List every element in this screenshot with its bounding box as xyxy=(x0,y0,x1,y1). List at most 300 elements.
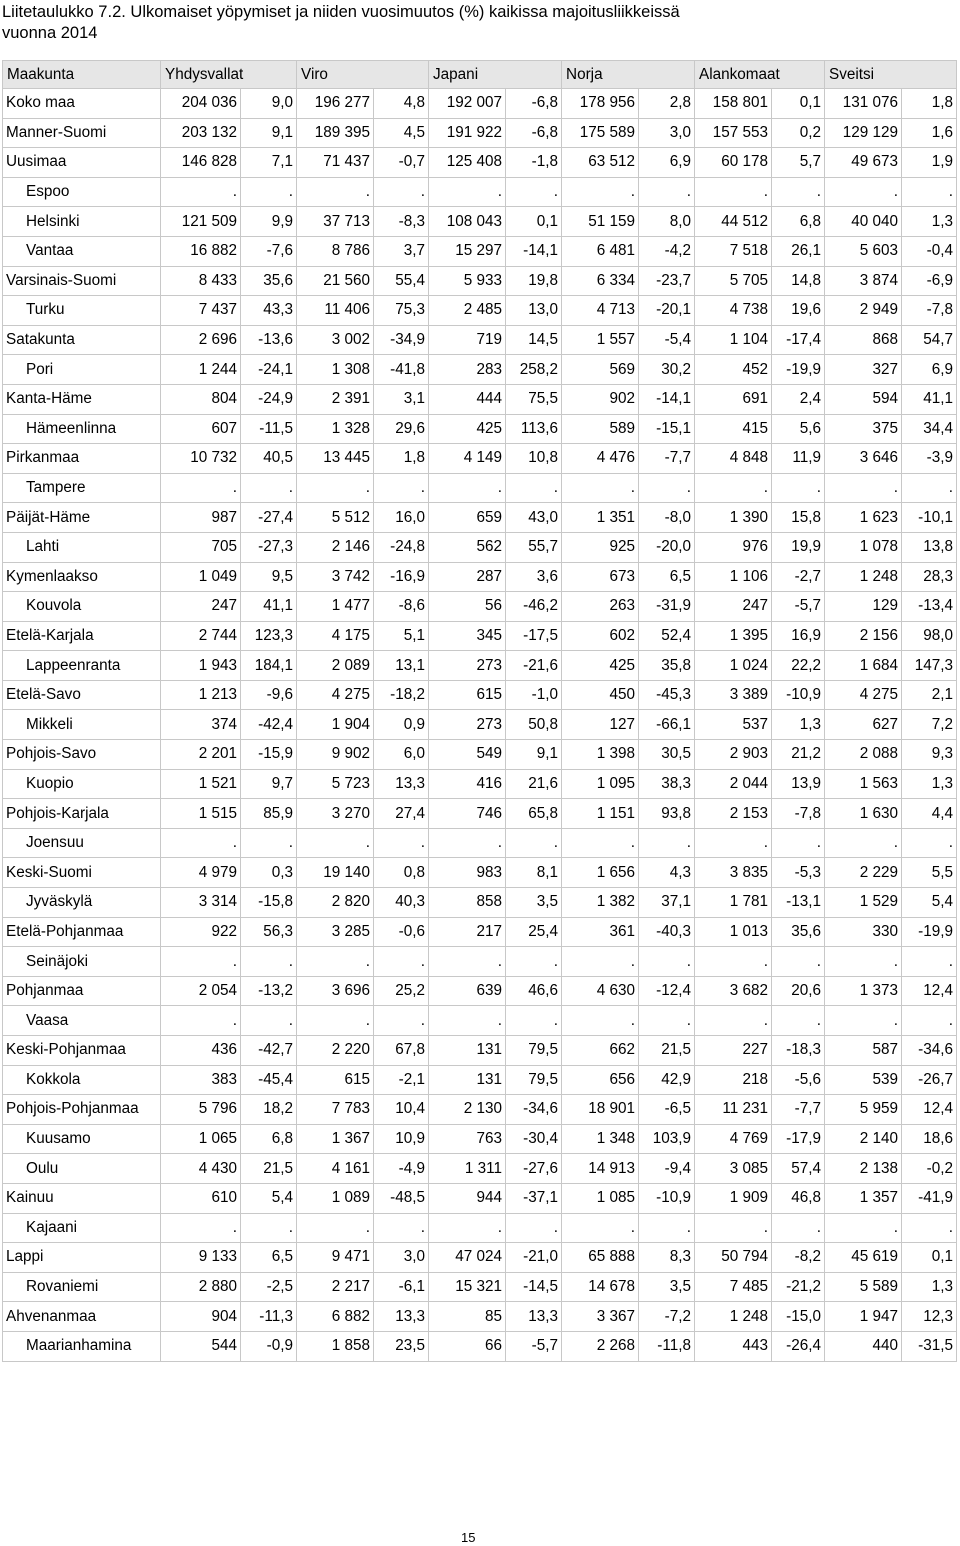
change-percent-cell: -19,9 xyxy=(902,917,957,947)
nights-cell: 705 xyxy=(161,532,241,562)
change-percent-cell: 13,0 xyxy=(506,296,562,326)
nights-cell: 1 357 xyxy=(825,1183,902,1213)
change-percent-cell: 41,1 xyxy=(241,592,297,622)
nights-cell: 1 515 xyxy=(161,799,241,829)
nights-cell: 1 623 xyxy=(825,503,902,533)
nights-cell: . xyxy=(562,177,639,207)
nights-cell: 45 619 xyxy=(825,1243,902,1273)
page-title xyxy=(2,2,942,44)
nights-cell: . xyxy=(161,177,241,207)
table-row xyxy=(3,947,957,977)
title-line-1: Liitetaulukko 7.2. Ulkomaiset yöpymiset ja niiden vuosimuutos (%) kaikissa majoitusliikkeissä xyxy=(2,3,680,21)
change-percent-cell: 6,8 xyxy=(241,1124,297,1154)
nights-cell: 157 553 xyxy=(695,118,772,148)
nights-cell: 63 512 xyxy=(562,148,639,178)
change-percent-cell: 23,5 xyxy=(374,1331,429,1361)
nights-cell: 1 013 xyxy=(695,917,772,947)
change-percent-cell: . xyxy=(772,177,825,207)
nights-cell: 7 783 xyxy=(297,1095,374,1125)
nights-cell: 2 820 xyxy=(297,888,374,918)
nights-cell: 19 140 xyxy=(297,858,374,888)
table-row xyxy=(3,266,957,296)
table-row xyxy=(3,1331,957,1361)
nights-cell: 562 xyxy=(429,532,506,562)
nights-cell: 10 732 xyxy=(161,444,241,474)
change-percent-cell: 42,9 xyxy=(639,1065,695,1095)
table-row xyxy=(3,1006,957,1036)
table-row xyxy=(3,473,957,503)
nights-cell: 858 xyxy=(429,888,506,918)
nights-cell: 15 297 xyxy=(429,236,506,266)
nights-cell: 2 089 xyxy=(297,651,374,681)
nights-cell: 804 xyxy=(161,384,241,414)
table-row xyxy=(3,207,957,237)
region-name: Kanta-Häme xyxy=(3,384,161,414)
change-percent-cell: 9,9 xyxy=(241,207,297,237)
nights-cell: 2 138 xyxy=(825,1154,902,1184)
change-percent-cell: 79,5 xyxy=(506,1065,562,1095)
change-percent-cell: 6,9 xyxy=(639,148,695,178)
nights-cell: 131 076 xyxy=(825,89,902,119)
change-percent-cell: -20,0 xyxy=(639,532,695,562)
nights-cell: 9 902 xyxy=(297,740,374,770)
page-number: 15 xyxy=(461,1530,476,1545)
nights-cell: 1 781 xyxy=(695,888,772,918)
change-percent-cell: 19,9 xyxy=(772,532,825,562)
change-percent-cell: 5,1 xyxy=(374,621,429,651)
change-percent-cell: -21,0 xyxy=(506,1243,562,1273)
nights-cell: 425 xyxy=(562,651,639,681)
nights-cell: 659 xyxy=(429,503,506,533)
header-region: Maakunta xyxy=(3,61,161,89)
change-percent-cell: -4,2 xyxy=(639,236,695,266)
change-percent-cell: -15,0 xyxy=(772,1302,825,1332)
nights-cell: 549 xyxy=(429,740,506,770)
change-percent-cell: -23,7 xyxy=(639,266,695,296)
change-percent-cell: -2,1 xyxy=(374,1065,429,1095)
change-percent-cell: . xyxy=(506,828,562,858)
nights-cell: 175 589 xyxy=(562,118,639,148)
change-percent-cell: 13,3 xyxy=(374,1302,429,1332)
change-percent-cell: 25,4 xyxy=(506,917,562,947)
region-name: Rovaniemi xyxy=(3,1272,161,1302)
table-row xyxy=(3,1095,957,1125)
change-percent-cell: . xyxy=(374,473,429,503)
change-percent-cell: -13,2 xyxy=(241,976,297,1006)
change-percent-cell: -46,2 xyxy=(506,592,562,622)
change-percent-cell: 35,8 xyxy=(639,651,695,681)
nights-cell: 375 xyxy=(825,414,902,444)
change-percent-cell: -14,1 xyxy=(639,384,695,414)
table-row xyxy=(3,680,957,710)
nights-cell: 1 904 xyxy=(297,710,374,740)
nights-cell: 247 xyxy=(161,592,241,622)
region-name: Etelä-Karjala xyxy=(3,621,161,651)
nights-cell: . xyxy=(429,177,506,207)
nights-cell: 5 589 xyxy=(825,1272,902,1302)
change-percent-cell: 52,4 xyxy=(639,621,695,651)
nights-cell: . xyxy=(297,1006,374,1036)
nights-cell: 125 408 xyxy=(429,148,506,178)
region-name: Kokkola xyxy=(3,1065,161,1095)
nights-cell: 7 518 xyxy=(695,236,772,266)
nights-cell: 5 933 xyxy=(429,266,506,296)
change-percent-cell: . xyxy=(902,1213,957,1243)
change-percent-cell: 4,4 xyxy=(902,799,957,829)
change-percent-cell: 3,0 xyxy=(374,1243,429,1273)
region-name: Vantaa xyxy=(3,236,161,266)
change-percent-cell: 19,6 xyxy=(772,296,825,326)
change-percent-cell: -15,9 xyxy=(241,740,297,770)
nights-cell: 4 476 xyxy=(562,444,639,474)
nights-cell: 2 201 xyxy=(161,740,241,770)
nights-cell: . xyxy=(562,947,639,977)
nights-cell: 5 705 xyxy=(695,266,772,296)
nights-cell: 1 348 xyxy=(562,1124,639,1154)
region-name: Turku xyxy=(3,296,161,326)
nights-cell: 218 xyxy=(695,1065,772,1095)
nights-cell: 7 485 xyxy=(695,1272,772,1302)
table-row xyxy=(3,621,957,651)
nights-cell: 1 563 xyxy=(825,769,902,799)
change-percent-cell: -18,3 xyxy=(772,1036,825,1066)
nights-cell: . xyxy=(562,828,639,858)
change-percent-cell: 13,1 xyxy=(374,651,429,681)
region-name: Satakunta xyxy=(3,325,161,355)
change-percent-cell: -42,4 xyxy=(241,710,297,740)
nights-cell: 2 696 xyxy=(161,325,241,355)
nights-cell: . xyxy=(695,473,772,503)
change-percent-cell: -1,8 xyxy=(506,148,562,178)
change-percent-cell: 0,2 xyxy=(772,118,825,148)
change-percent-cell: 26,1 xyxy=(772,236,825,266)
change-percent-cell: 1,8 xyxy=(902,89,957,119)
nights-cell: 3 874 xyxy=(825,266,902,296)
nights-cell: 615 xyxy=(297,1065,374,1095)
nights-cell: . xyxy=(161,947,241,977)
change-percent-cell: 75,5 xyxy=(506,384,562,414)
change-percent-cell: -13,4 xyxy=(902,592,957,622)
nights-cell: 987 xyxy=(161,503,241,533)
change-percent-cell: 8,1 xyxy=(506,858,562,888)
nights-cell: 2 130 xyxy=(429,1095,506,1125)
nights-cell: 1 367 xyxy=(297,1124,374,1154)
title-line-2: vuonna 2014 xyxy=(2,24,98,42)
change-percent-cell: 11,9 xyxy=(772,444,825,474)
change-percent-cell: -7,7 xyxy=(639,444,695,474)
change-percent-cell: -21,6 xyxy=(506,651,562,681)
nights-cell: 976 xyxy=(695,532,772,562)
change-percent-cell: . xyxy=(241,1213,297,1243)
region-name: Helsinki xyxy=(3,207,161,237)
change-percent-cell: -7,6 xyxy=(241,236,297,266)
table-row xyxy=(3,177,957,207)
change-percent-cell: 10,9 xyxy=(374,1124,429,1154)
nights-cell: 327 xyxy=(825,355,902,385)
nights-cell: 3 314 xyxy=(161,888,241,918)
change-percent-cell: 12,3 xyxy=(902,1302,957,1332)
table-row xyxy=(3,89,957,119)
nights-cell: 1 308 xyxy=(297,355,374,385)
nights-cell: . xyxy=(695,947,772,977)
change-percent-cell: -0,9 xyxy=(241,1331,297,1361)
region-name: Manner-Suomi xyxy=(3,118,161,148)
nights-cell: 71 437 xyxy=(297,148,374,178)
change-percent-cell: . xyxy=(639,1006,695,1036)
data-table xyxy=(2,60,957,1362)
nights-cell: . xyxy=(695,828,772,858)
header-country: Japani xyxy=(429,61,562,89)
change-percent-cell: 0,1 xyxy=(772,89,825,119)
nights-cell: 2 949 xyxy=(825,296,902,326)
change-percent-cell: -34,6 xyxy=(506,1095,562,1125)
change-percent-cell: 1,3 xyxy=(772,710,825,740)
table-row xyxy=(3,148,957,178)
nights-cell: . xyxy=(297,177,374,207)
change-percent-cell: -18,2 xyxy=(374,680,429,710)
table-row xyxy=(3,651,957,681)
region-name: Jyväskylä xyxy=(3,888,161,918)
change-percent-cell: 8,3 xyxy=(639,1243,695,1273)
change-percent-cell: -15,1 xyxy=(639,414,695,444)
change-percent-cell: -5,3 xyxy=(772,858,825,888)
change-percent-cell: -6,5 xyxy=(639,1095,695,1125)
region-name: Kymenlaakso xyxy=(3,562,161,592)
change-percent-cell: 103,9 xyxy=(639,1124,695,1154)
table-row xyxy=(3,562,957,592)
change-percent-cell: -10,9 xyxy=(639,1183,695,1213)
change-percent-cell: -45,4 xyxy=(241,1065,297,1095)
nights-cell: 452 xyxy=(695,355,772,385)
change-percent-cell: -26,4 xyxy=(772,1331,825,1361)
nights-cell: 444 xyxy=(429,384,506,414)
nights-cell: 21 560 xyxy=(297,266,374,296)
table-header-row xyxy=(3,61,957,89)
nights-cell: 18 901 xyxy=(562,1095,639,1125)
table-row xyxy=(3,1243,957,1273)
nights-cell: 1 311 xyxy=(429,1154,506,1184)
change-percent-cell: -9,6 xyxy=(241,680,297,710)
change-percent-cell: -26,7 xyxy=(902,1065,957,1095)
nights-cell: 1 078 xyxy=(825,532,902,562)
nights-cell: 247 xyxy=(695,592,772,622)
change-percent-cell: -27,4 xyxy=(241,503,297,533)
change-percent-cell: 1,6 xyxy=(902,118,957,148)
region-name: Päijät-Häme xyxy=(3,503,161,533)
region-name: Pohjois-Karjala xyxy=(3,799,161,829)
change-percent-cell: 37,1 xyxy=(639,888,695,918)
nights-cell: 1 151 xyxy=(562,799,639,829)
change-percent-cell: 0,1 xyxy=(506,207,562,237)
nights-cell: 2 880 xyxy=(161,1272,241,1302)
change-percent-cell: 123,3 xyxy=(241,621,297,651)
change-percent-cell: . xyxy=(241,473,297,503)
change-percent-cell: 28,3 xyxy=(902,562,957,592)
change-percent-cell: . xyxy=(506,1213,562,1243)
nights-cell: 2 391 xyxy=(297,384,374,414)
change-percent-cell: . xyxy=(772,473,825,503)
change-percent-cell: . xyxy=(902,473,957,503)
nights-cell: 594 xyxy=(825,384,902,414)
nights-cell: 673 xyxy=(562,562,639,592)
nights-cell: 4 713 xyxy=(562,296,639,326)
nights-cell: 443 xyxy=(695,1331,772,1361)
change-percent-cell: . xyxy=(374,947,429,977)
change-percent-cell: 98,0 xyxy=(902,621,957,651)
nights-cell: . xyxy=(825,828,902,858)
change-percent-cell: . xyxy=(374,177,429,207)
change-percent-cell: 2,8 xyxy=(639,89,695,119)
change-percent-cell: -7,2 xyxy=(639,1302,695,1332)
region-name: Kuopio xyxy=(3,769,161,799)
nights-cell: 15 321 xyxy=(429,1272,506,1302)
change-percent-cell: 21,5 xyxy=(639,1036,695,1066)
change-percent-cell: -17,4 xyxy=(772,325,825,355)
nights-cell: 1 909 xyxy=(695,1183,772,1213)
change-percent-cell: -17,9 xyxy=(772,1124,825,1154)
change-percent-cell: 46,8 xyxy=(772,1183,825,1213)
change-percent-cell: -5,4 xyxy=(639,325,695,355)
nights-cell: 121 509 xyxy=(161,207,241,237)
nights-cell: 330 xyxy=(825,917,902,947)
change-percent-cell: 55,4 xyxy=(374,266,429,296)
region-name: Hämeenlinna xyxy=(3,414,161,444)
nights-cell: . xyxy=(297,947,374,977)
change-percent-cell: 10,4 xyxy=(374,1095,429,1125)
nights-cell: 440 xyxy=(825,1331,902,1361)
nights-cell: 131 xyxy=(429,1065,506,1095)
change-percent-cell: -66,1 xyxy=(639,710,695,740)
nights-cell: 2 156 xyxy=(825,621,902,651)
region-name: Lappeenranta xyxy=(3,651,161,681)
nights-cell: . xyxy=(825,947,902,977)
nights-cell: 1 382 xyxy=(562,888,639,918)
change-percent-cell: . xyxy=(506,947,562,977)
table-row xyxy=(3,325,957,355)
change-percent-cell: 10,8 xyxy=(506,444,562,474)
nights-cell: 3 285 xyxy=(297,917,374,947)
change-percent-cell: 41,1 xyxy=(902,384,957,414)
nights-cell: 40 040 xyxy=(825,207,902,237)
region-name: Tampere xyxy=(3,473,161,503)
region-name: Seinäjoki xyxy=(3,947,161,977)
nights-cell: 47 024 xyxy=(429,1243,506,1273)
nights-cell: 425 xyxy=(429,414,506,444)
change-percent-cell: 4,5 xyxy=(374,118,429,148)
change-percent-cell: -4,9 xyxy=(374,1154,429,1184)
nights-cell: 66 xyxy=(429,1331,506,1361)
change-percent-cell: -24,8 xyxy=(374,532,429,562)
change-percent-cell: -31,5 xyxy=(902,1331,957,1361)
nights-cell: . xyxy=(161,1006,241,1036)
change-percent-cell: -7,8 xyxy=(772,799,825,829)
change-percent-cell: -7,8 xyxy=(902,296,957,326)
change-percent-cell: -10,9 xyxy=(772,680,825,710)
nights-cell: 158 801 xyxy=(695,89,772,119)
change-percent-cell: -7,7 xyxy=(772,1095,825,1125)
nights-cell: 4 630 xyxy=(562,976,639,1006)
nights-cell: 3 835 xyxy=(695,858,772,888)
nights-cell: 9 471 xyxy=(297,1243,374,1273)
region-name: Ahvenanmaa xyxy=(3,1302,161,1332)
nights-cell: 416 xyxy=(429,769,506,799)
change-percent-cell: -11,5 xyxy=(241,414,297,444)
nights-cell: 204 036 xyxy=(161,89,241,119)
nights-cell: 374 xyxy=(161,710,241,740)
nights-cell: 415 xyxy=(695,414,772,444)
table-row xyxy=(3,118,957,148)
header-country: Yhdysvallat xyxy=(161,61,297,89)
change-percent-cell: -34,6 xyxy=(902,1036,957,1066)
change-percent-cell: 19,8 xyxy=(506,266,562,296)
nights-cell: 746 xyxy=(429,799,506,829)
change-percent-cell: 113,6 xyxy=(506,414,562,444)
change-percent-cell: -41,8 xyxy=(374,355,429,385)
nights-cell: 146 828 xyxy=(161,148,241,178)
header-country: Sveitsi xyxy=(825,61,957,89)
change-percent-cell: -1,0 xyxy=(506,680,562,710)
nights-cell: 537 xyxy=(695,710,772,740)
region-name: Lappi xyxy=(3,1243,161,1273)
change-percent-cell: 50,8 xyxy=(506,710,562,740)
nights-cell: 7 437 xyxy=(161,296,241,326)
nights-cell: . xyxy=(297,1213,374,1243)
change-percent-cell: . xyxy=(241,828,297,858)
nights-cell: 1 395 xyxy=(695,621,772,651)
nights-cell: 627 xyxy=(825,710,902,740)
table-row xyxy=(3,384,957,414)
nights-cell: . xyxy=(695,1006,772,1036)
change-percent-cell: -31,9 xyxy=(639,592,695,622)
nights-cell: 922 xyxy=(161,917,241,947)
nights-cell: 263 xyxy=(562,592,639,622)
change-percent-cell: 16,9 xyxy=(772,621,825,651)
change-percent-cell: 0,3 xyxy=(241,858,297,888)
nights-cell: 50 794 xyxy=(695,1243,772,1273)
region-name: Etelä-Pohjanmaa xyxy=(3,917,161,947)
nights-cell: . xyxy=(825,177,902,207)
change-percent-cell: 1,8 xyxy=(374,444,429,474)
change-percent-cell: 9,1 xyxy=(241,118,297,148)
change-percent-cell: -0,6 xyxy=(374,917,429,947)
nights-cell: 1 477 xyxy=(297,592,374,622)
table-row xyxy=(3,769,957,799)
change-percent-cell: 55,7 xyxy=(506,532,562,562)
change-percent-cell: . xyxy=(639,947,695,977)
change-percent-cell: 13,8 xyxy=(902,532,957,562)
change-percent-cell: 15,8 xyxy=(772,503,825,533)
change-percent-cell: -5,7 xyxy=(506,1331,562,1361)
nights-cell: 1 630 xyxy=(825,799,902,829)
nights-cell: 902 xyxy=(562,384,639,414)
nights-cell: 656 xyxy=(562,1065,639,1095)
change-percent-cell: -14,1 xyxy=(506,236,562,266)
change-percent-cell: 34,4 xyxy=(902,414,957,444)
nights-cell: 2 140 xyxy=(825,1124,902,1154)
change-percent-cell: 21,5 xyxy=(241,1154,297,1184)
change-percent-cell: . xyxy=(241,1006,297,1036)
change-percent-cell: 30,5 xyxy=(639,740,695,770)
change-percent-cell: 5,4 xyxy=(902,888,957,918)
nights-cell: 1 085 xyxy=(562,1183,639,1213)
table-body xyxy=(3,61,957,1362)
change-percent-cell: 75,3 xyxy=(374,296,429,326)
change-percent-cell: . xyxy=(772,1213,825,1243)
table-row xyxy=(3,1183,957,1213)
nights-cell: 16 882 xyxy=(161,236,241,266)
header-country: Alankomaat xyxy=(695,61,825,89)
change-percent-cell: -11,3 xyxy=(241,1302,297,1332)
